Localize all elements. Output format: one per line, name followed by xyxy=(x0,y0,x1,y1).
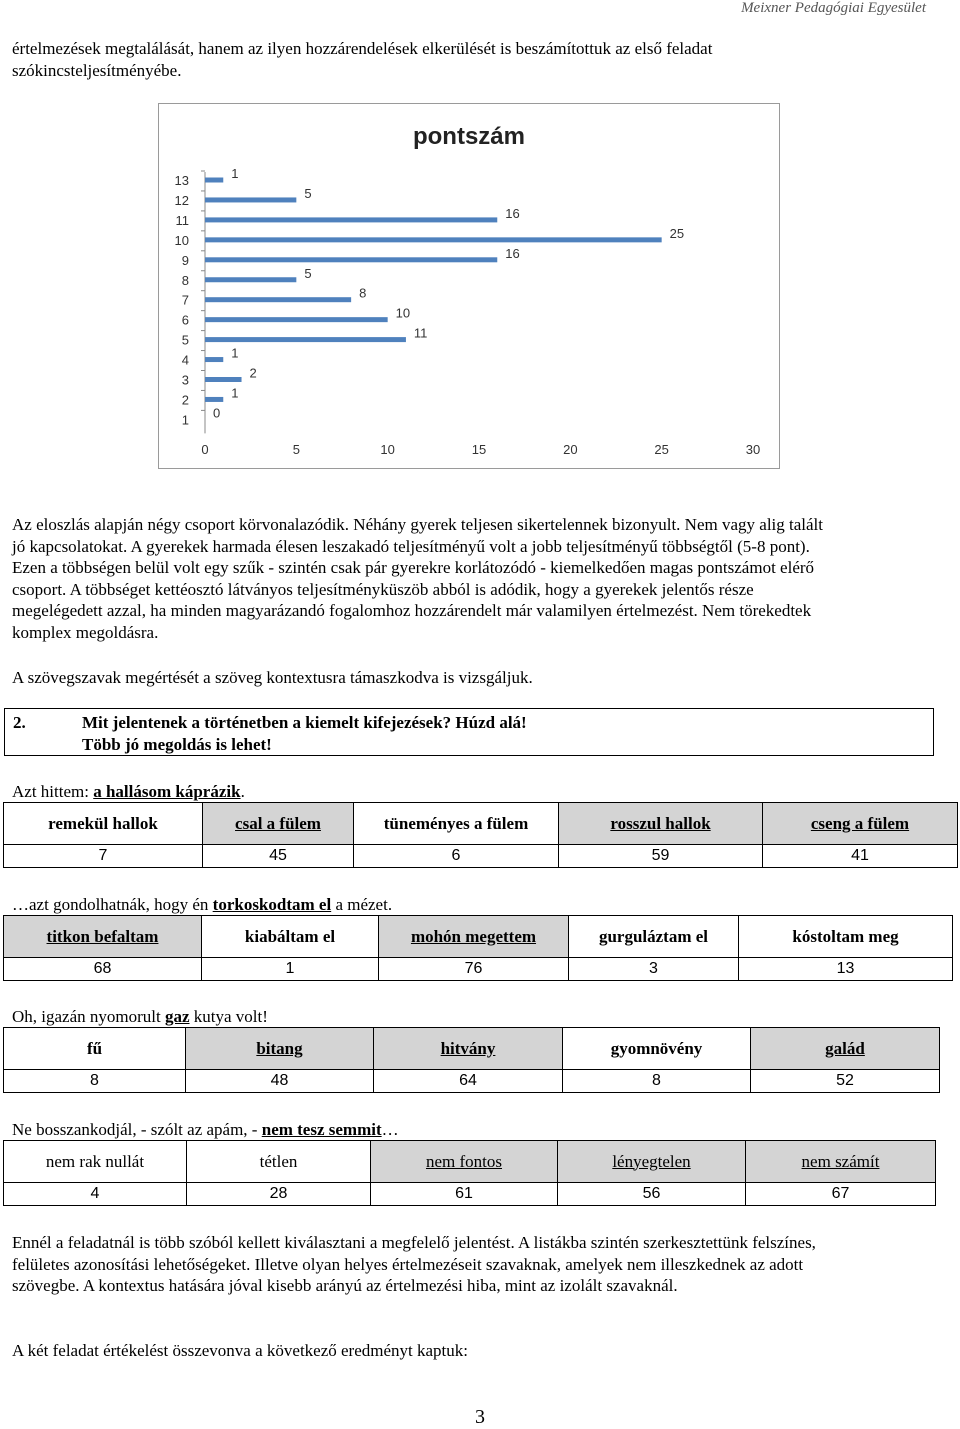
key-phrase: nem tesz semmit xyxy=(261,1120,382,1139)
y-tick-label: 12 xyxy=(174,192,189,208)
sentence-text: kutya volt! xyxy=(189,1007,268,1026)
option-label[interactable]: nem számít xyxy=(746,1141,936,1183)
bar xyxy=(205,377,242,382)
intro-text xyxy=(12,38,942,81)
bar xyxy=(205,297,351,302)
data-label: 16 xyxy=(505,205,520,221)
data-label: 1 xyxy=(231,345,239,361)
analysis-line: Ezen a többségen belül volt egy szűk - szintén csak pár gyerekre korlátozódó - kiemelkedően magas pontszámot elérő xyxy=(12,558,815,577)
analysis-line: Az eloszlás alapján négy csoport körvonalazódik. Néhány gyerek teljesen sikertelennek bizonyult. Nem vagy alig talált xyxy=(12,515,824,534)
option-count: 67 xyxy=(746,1183,936,1206)
bar xyxy=(205,337,406,342)
score-chart-svg xyxy=(159,104,779,468)
key-phrase: torkoskodtam el xyxy=(212,895,332,914)
option-count: 59 xyxy=(559,845,763,868)
sentence-text: Ne bosszankodjál, - szólt az apám, - xyxy=(12,1120,262,1139)
options-table xyxy=(3,802,958,868)
option-count: 3 xyxy=(569,958,739,981)
analysis-text xyxy=(12,514,942,643)
option-count: 61 xyxy=(371,1183,558,1206)
option-count: 13 xyxy=(739,958,953,981)
option-label[interactable]: cseng a fülem xyxy=(763,803,958,845)
y-tick-label: 10 xyxy=(174,232,189,248)
intro-line: értelmezések megtalálását, hanem az ilyen hozzárendelések elkerülését is beszámítottuk az első feladat xyxy=(12,39,713,58)
option-label[interactable]: galád xyxy=(751,1028,940,1070)
option-label[interactable]: nem rak nullát xyxy=(4,1141,187,1183)
option-label[interactable]: csal a fülem xyxy=(203,803,354,845)
y-tick-label: 7 xyxy=(181,292,189,308)
x-tick-label: 10 xyxy=(380,442,395,457)
option-count: 45 xyxy=(203,845,354,868)
data-label: 25 xyxy=(669,225,685,241)
option-label[interactable]: fű xyxy=(4,1028,186,1070)
y-tick-label: 11 xyxy=(175,212,189,228)
y-tick-label: 13 xyxy=(174,173,189,188)
options-table xyxy=(3,1140,936,1206)
bar xyxy=(205,317,388,322)
task-number: 2. xyxy=(13,713,26,732)
bar xyxy=(205,357,223,362)
closing-line: Ennél a feladatnál is több szóból kellett kiválasztani a megfelelő jelentést. A listákba szintén szerkesztettünk felszínes, xyxy=(12,1233,816,1252)
option-label[interactable]: gyomnövény xyxy=(563,1028,751,1070)
data-label: 16 xyxy=(505,245,520,261)
task-instruction: Mit jelentenek a történetben a kiemelt kifejezések? Húzd alá! xyxy=(82,713,527,732)
option-count: 48 xyxy=(186,1070,374,1093)
context-sentence: A szövegszavak megértését a szöveg kontextusra támaszkodva is vizsgáljuk. xyxy=(12,668,533,687)
analysis-line: csoport. A többséget kettéosztó látványos teljesítményküszöb abból is adódik, hogy a gyerekek jelentős része xyxy=(12,579,754,599)
bar xyxy=(205,277,296,282)
final-sentence: A két feladat értékelést összevonva a következő eredményt kaptuk: xyxy=(12,1341,468,1360)
analysis-line: megelégedett azzal, ha minden magyarázandó fogalomhoz hozzárendelt már valamilyen értelmezést. Nem törekedtek xyxy=(12,601,812,620)
key-phrase: a hallásom káprázik xyxy=(93,782,241,801)
item-sentence xyxy=(12,1006,942,1028)
option-count: 56 xyxy=(558,1183,746,1206)
option-label[interactable]: nem fontos xyxy=(371,1141,558,1183)
x-tick-label: 30 xyxy=(745,442,761,457)
data-label: 10 xyxy=(395,305,411,321)
y-tick-label: 8 xyxy=(181,272,189,288)
sentence-text: Azt hittem: xyxy=(12,782,94,801)
option-label[interactable]: titkon befaltam xyxy=(4,916,202,958)
closing-text xyxy=(12,1232,942,1297)
option-count: 68 xyxy=(4,958,202,981)
data-label: 8 xyxy=(359,285,367,301)
data-label: 11 xyxy=(413,325,428,341)
x-tick-label: 5 xyxy=(292,442,300,457)
item-sentence xyxy=(12,781,942,803)
intro-line: szókincsteljesítményébe. xyxy=(12,60,182,80)
analysis-line: jó kapcsolatokat. A gyerekek harmada élesen leszakadó teljesítményű volt a jobb teljesítményű többségtől (5-8 pont). xyxy=(12,536,810,556)
option-label[interactable]: lényegtelen xyxy=(558,1141,746,1183)
option-label[interactable]: gurguláztam el xyxy=(569,916,739,958)
sentence-text: . xyxy=(240,782,245,801)
option-count: 1 xyxy=(202,958,379,981)
option-label[interactable]: kóstoltam meg xyxy=(739,916,953,958)
option-label[interactable]: mohón megettem xyxy=(379,916,569,958)
option-label[interactable]: kiabáltam el xyxy=(202,916,379,958)
x-tick-label: 25 xyxy=(654,442,669,457)
x-tick-label: 20 xyxy=(563,442,578,457)
data-label: 2 xyxy=(249,365,257,381)
data-label: 1 xyxy=(231,385,239,401)
sentence-text: …azt gondolhatnák, hogy én xyxy=(12,895,213,914)
bar xyxy=(205,397,223,402)
data-label: 5 xyxy=(304,185,312,201)
option-count: 76 xyxy=(379,958,569,981)
bar xyxy=(205,197,296,202)
data-label: 1 xyxy=(231,166,239,181)
analysis-line: komplex megoldásra. xyxy=(12,622,159,642)
option-count: 6 xyxy=(354,845,559,868)
option-count: 41 xyxy=(763,845,958,868)
option-label[interactable]: hitvány xyxy=(374,1028,563,1070)
x-tick-label: 0 xyxy=(201,442,209,457)
options-table xyxy=(3,1027,940,1093)
option-count: 52 xyxy=(751,1070,940,1093)
y-tick-label: 3 xyxy=(181,372,189,388)
header-org: Meixner Pedagógiai Egyesület xyxy=(741,0,926,16)
data-label: 5 xyxy=(304,265,312,281)
closing-line: szövegbe. A kontextus hatására jóval kisebb arányú az értelmezési hiba, mint az izolált szavaknál. xyxy=(12,1276,678,1295)
chart-title: pontszám xyxy=(412,123,526,150)
option-label[interactable]: remekül hallok xyxy=(4,803,203,845)
sentence-text: Oh, igazán nyomorult xyxy=(12,1007,165,1026)
y-tick-label: 9 xyxy=(181,252,189,268)
bar xyxy=(205,257,497,262)
item-sentence xyxy=(12,1119,942,1141)
option-label[interactable]: rosszul hallok xyxy=(559,803,763,845)
score-chart xyxy=(158,103,780,469)
option-count: 8 xyxy=(4,1070,186,1093)
x-tick-label: 15 xyxy=(471,442,487,457)
item-sentence xyxy=(12,894,942,916)
closing-line: felületes azonosítási lehetőségeket. Illetve olyan helyes értelmezéseit szavaknak, amelyek nem illeszkednek az adott xyxy=(12,1254,804,1274)
y-tick-label: 2 xyxy=(181,392,189,408)
y-tick-label: 5 xyxy=(181,332,189,348)
option-count: 28 xyxy=(187,1183,371,1206)
task-box xyxy=(4,708,934,756)
option-count: 8 xyxy=(563,1070,751,1093)
task-note: Több jó megoldás is lehet! xyxy=(82,735,272,754)
options-table xyxy=(3,915,953,981)
option-count: 4 xyxy=(4,1183,187,1206)
bar xyxy=(205,217,497,222)
option-label[interactable]: tüneményes a fülem xyxy=(354,803,559,845)
y-tick-label: 6 xyxy=(181,312,189,328)
bar xyxy=(205,178,223,183)
option-label[interactable]: bitang xyxy=(186,1028,374,1070)
option-count: 64 xyxy=(374,1070,563,1093)
option-count: 7 xyxy=(4,845,203,868)
sentence-text: a mézet. xyxy=(331,895,393,914)
page-number: 3 xyxy=(475,1406,485,1428)
sentence-text: … xyxy=(381,1120,399,1139)
option-label[interactable]: tétlen xyxy=(187,1141,371,1183)
bar xyxy=(205,237,662,242)
key-phrase: gaz xyxy=(164,1007,190,1026)
data-label: 0 xyxy=(213,405,221,421)
y-tick-label: 4 xyxy=(181,352,189,368)
y-tick-label: 1 xyxy=(181,412,189,428)
